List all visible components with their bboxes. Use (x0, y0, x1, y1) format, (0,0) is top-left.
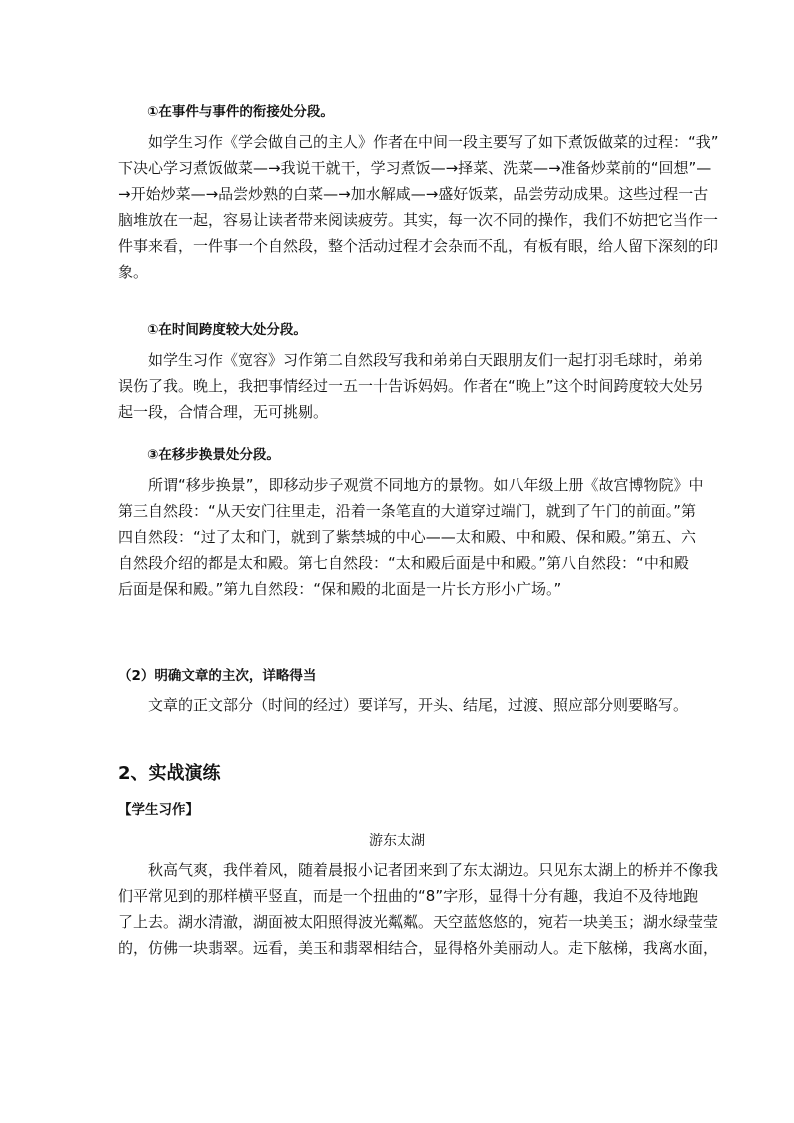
paragraph-line: 四自然段：“过了太和门，就到了紫禁城的中心——太和殿、中和殿、保和殿。”第五、六 (118, 528, 697, 546)
paragraph-line: 象。 (118, 263, 149, 281)
paragraph-line: 脑堆放在一起，容易让读者带来阅读疲劳。其实，每一次不同的操作，我们不妨把它当作一 (118, 211, 719, 229)
paragraph-line: 如学生习作《宽容》习作第二自然段写我和弟弟白天跟朋友们一起打羽毛球时，弟弟 (148, 351, 704, 369)
paragraph-detail-rule (118, 692, 689, 718)
paragraph-line: 所谓“移步换景”，即移动步子观赏不同地方的景物。如八年级上册《故宫博物院》中 (148, 476, 704, 494)
subheading-time-span: ①在时间跨度较大处分段。 (147, 322, 307, 338)
paragraph-example-tolerance (118, 347, 704, 425)
paragraph-line: 文章的正文部分（时间的经过）要详写，开头、结尾，过渡、照应部分则要略写。 (148, 696, 689, 714)
student-essay-tag: 【学生习作】 (118, 802, 199, 818)
paragraph-line: 自然段介绍的都是太和殿。第七自然段：“太和殿后面是中和殿。”第八自然段：“中和殿 (118, 554, 689, 572)
paragraph-line: 误伤了我。晚上，我把事情经过一五一十告诉妈妈。作者在“晚上”这个时间跨度较大处另 (118, 377, 704, 395)
paragraph-line: 了上去。湖水清澈，湖面被太阳照得波光粼粼。天空蓝悠悠的，宛若一块美玉；湖水绿莹莹 (118, 913, 719, 931)
subheading-event-transition: ①在事件与事件的衔接处分段。 (147, 104, 334, 120)
paragraph-example-palace-museum (118, 472, 704, 602)
paragraph-line: 后面是保和殿。”第九自然段：“保和殿的北面是一片长方形小广场。” (118, 580, 562, 598)
paragraph-example-cooking (118, 129, 719, 285)
paragraph-essay-body (118, 857, 719, 961)
paragraph-line: →开始炒菜—→品尝炒熟的白菜—→加水解咸—→盛好饭菜，品尝劳动成果。这些过程一古 (118, 185, 709, 203)
paragraph-line: 起一段，合情合理，无可挑剔。 (118, 403, 329, 421)
section-title-practice: 2、实战演练 (118, 763, 221, 784)
paragraph-line: 的，仿佛一块翡翠。远看，美玉和翡翠相结合，显得格外美丽动人。走下舷梯，我离水面， (118, 939, 719, 957)
paragraph-line: 们平常见到的那样横平竖直，而是一个扭曲的“8”字形，显得十分有趣，我迫不及待地跑 (118, 887, 699, 905)
subheading-main-secondary: （2）明确文章的主次，详略得当 (118, 668, 317, 684)
paragraph-line: 如学生习作《学会做自己的主人》作者在中间一段主要写了如下煮饭做菜的过程：“我” (148, 133, 719, 151)
essay-title: 游东太湖 (369, 833, 425, 849)
paragraph-line: 秋高气爽，我伴着风，随着晨报小记者团来到了东太湖边。只见东太湖上的桥并不像我 (148, 861, 719, 879)
paragraph-line: 件事来看，一件事一个自然段，整个活动过程才会杂而不乱，有板有眼，给人留下深刻的印 (118, 237, 719, 255)
subheading-scene-change: ③在移步换景处分段。 (147, 447, 280, 463)
paragraph-line: 第三自然段：“从天安门往里走，沿着一条笔直的大道穿过端门，就到了午门的前面。”第 (118, 502, 697, 520)
paragraph-line: 下决心学习煮饭做菜—→我说干就干，学习煮饭—→择菜、洗菜—→准备炒菜前的“回想”— (118, 159, 712, 177)
